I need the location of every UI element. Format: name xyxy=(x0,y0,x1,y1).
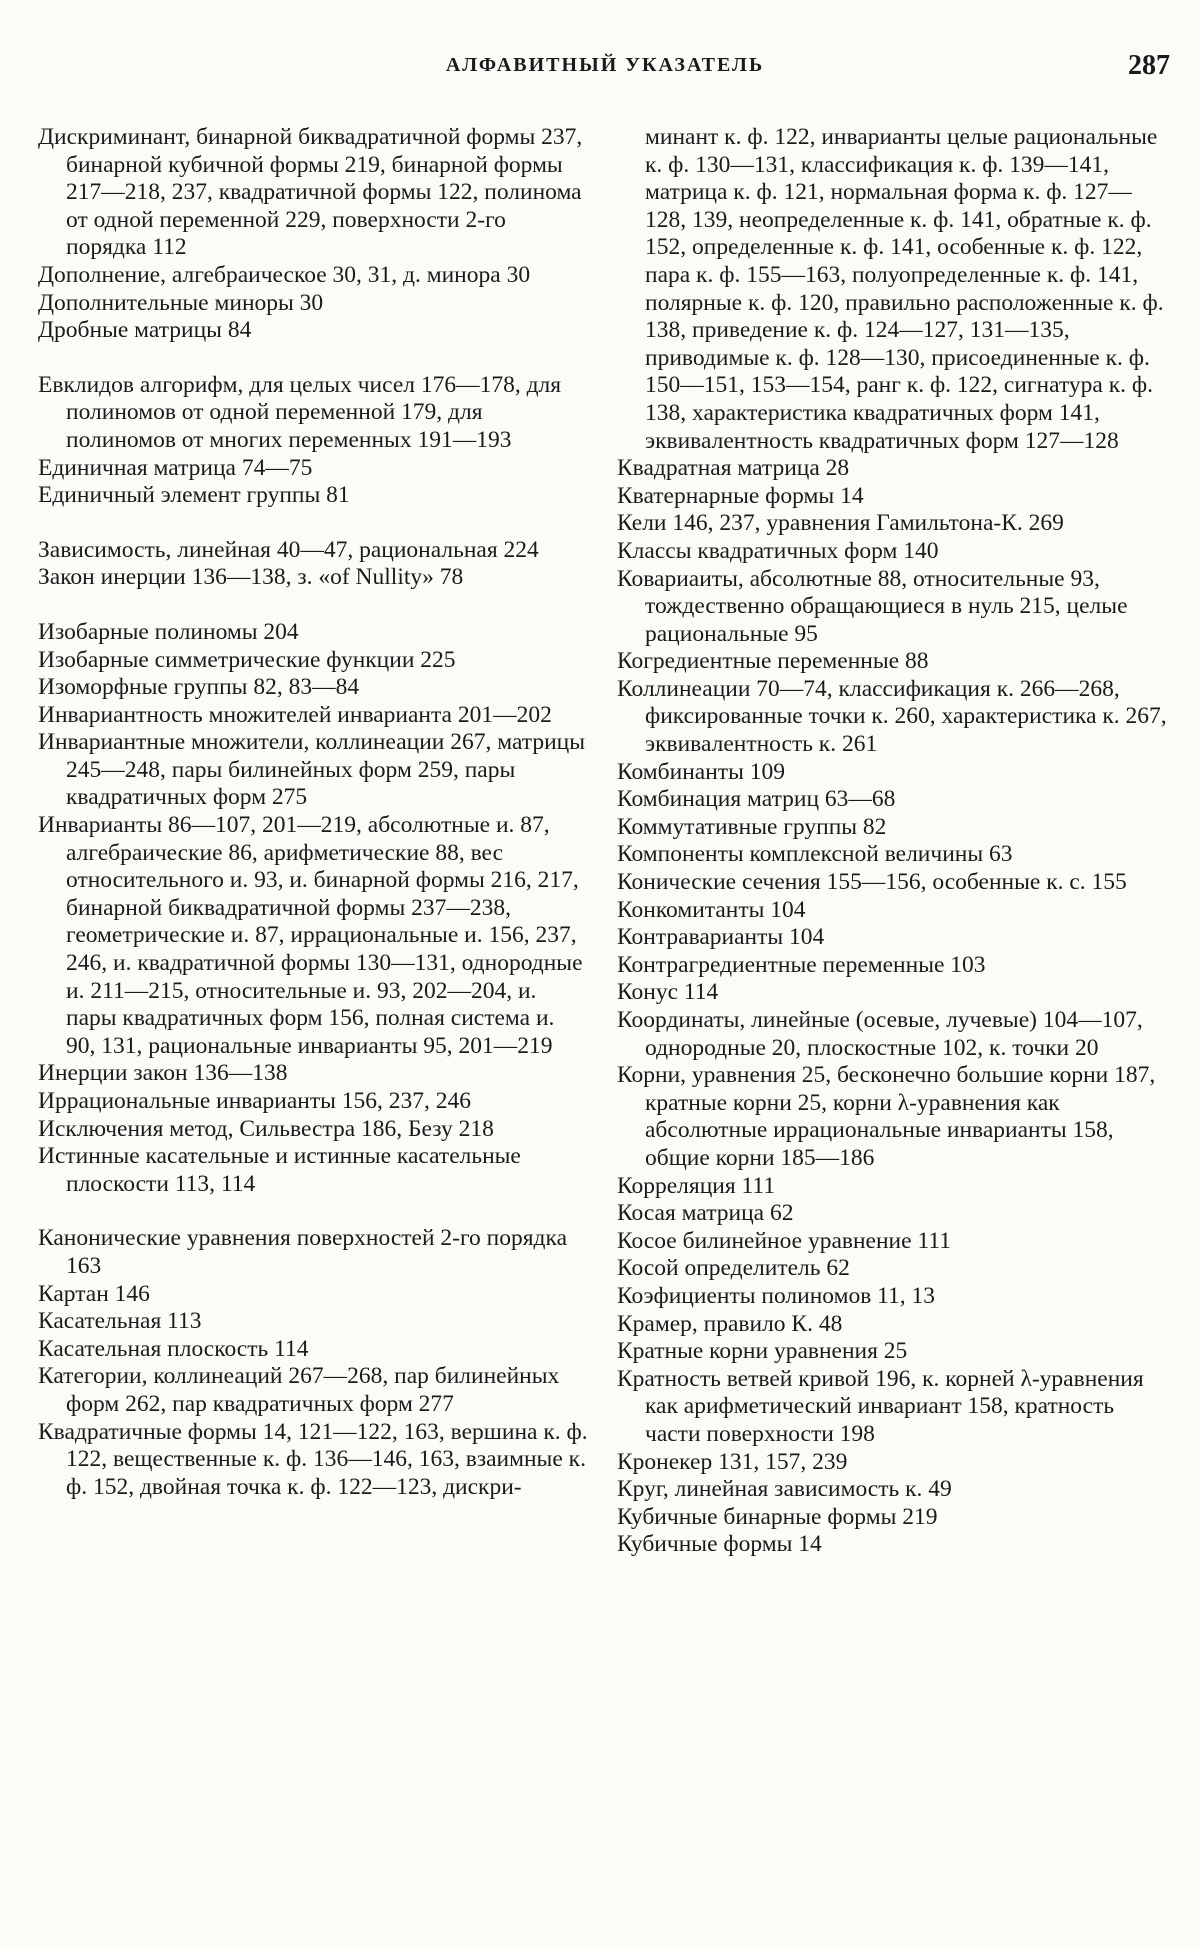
index-entry: Контраварианты 104 xyxy=(617,924,825,951)
index-entry: Изобарные симметрические функции 225 xyxy=(38,646,456,673)
index-entry: Крамер, правило К. 48 xyxy=(617,1310,843,1337)
index-entry: Исключения метод, Сильвестра 186, Безу 218 xyxy=(38,1115,494,1142)
index-entry: Коллинеации 70—74, классификация к. 266—268, фиксированные точки к. 260, характеристика к. 267, эквивалентность к. 261 xyxy=(617,675,1167,758)
index-entry: Классы квадратичных форм 140 xyxy=(617,537,939,564)
index-entry: Конические сечения 155—156, особенные к. с. 155 xyxy=(617,869,1127,896)
index-entry: Кубичные формы 14 xyxy=(617,1531,822,1558)
index-entry: Дробные матрицы 84 xyxy=(38,317,252,344)
index-entry: Контрагредиентные переменные 103 xyxy=(617,951,986,978)
index-entry: Квадратичные формы 14, 121—122, 163, вершина к. ф. 122, вещественные к. ф. 136—146, 163, взаимные к. ф. 152, двойная точка к. ф. 122—123, дискри- xyxy=(38,1418,588,1500)
index-entry: Комбинация матриц 63—68 xyxy=(617,786,896,813)
index-entry: Комбинанты 109 xyxy=(617,758,785,785)
index-entry: Корреляция 111 xyxy=(617,1172,776,1199)
index-entry: Инвариантные множители, коллинеации 267, матрицы 245—248, пары билинейных форм 259, пары квадратичных форм 275 xyxy=(38,729,586,811)
index-column-left xyxy=(38,124,588,1501)
index-entry: Канонические уравнения поверхностей 2-го порядка 163 xyxy=(38,1225,568,1279)
index-entry: Конкомитанты 104 xyxy=(617,896,806,923)
page-number: 287 xyxy=(1128,50,1170,81)
index-entry: Касательная 113 xyxy=(38,1308,202,1335)
index-entry: Инварианты 86—107, 201—219, абсолютные и. 87, алгебраические 86, арифметические 88, вес относительного и. 93, и. бинарной формы 216, 217, бинарной биквадратичной формы 237—238, геометрические и. 87, иррациональные и. 156, 237, 246, и. квадратичной формы 130—131, однородные и. 211—215, относительные и. 93, 202—204, и. пары квадратичных форм 156, полная система и. 90, 131, рациональные инварианты 95, 201—219 xyxy=(38,812,583,1059)
index-entry: Кратные корни уравнения 25 xyxy=(617,1338,908,1365)
index-entry: Ковариаиты, абсолютные 88, относительные 93, тождественно обращающиеся в нуль 215, целые рациональные 95 xyxy=(617,565,1128,647)
index-entry: Единичная матрица 74—75 xyxy=(38,454,313,481)
index-entry: Инерции закон 136—138 xyxy=(38,1060,288,1087)
index-entry: Косой определитель 62 xyxy=(617,1255,850,1282)
index-entry: Дополнение, алгебраическое 30, 31, д. минора 30 xyxy=(38,261,531,288)
index-entry: Иррациональные инварианты 156, 237, 246 xyxy=(38,1088,472,1114)
index-entry: Координаты, линейные (осевые, лучевые) 104—107, однородные 20, плоскостные 102, к. точки 20 xyxy=(617,1007,1143,1061)
header-title: АЛФАВИТНЫЙ УКАЗАТЕЛЬ xyxy=(445,54,765,76)
index-entry: Закон инерции 136—138, з. «of Nullity» 78 xyxy=(38,564,464,591)
index-entry: Круг, линейная зависимость к. 49 xyxy=(617,1476,952,1503)
index-entry: Дополнительные миноры 30 xyxy=(38,289,324,316)
index-entry: Зависимость, линейная 40—47, рациональная 224 xyxy=(38,536,539,563)
index-entry: Коммутативные группы 82 xyxy=(617,813,887,840)
index-entry: Кели 146, 237, уравнения Гамильтона-К. 269 xyxy=(617,510,1064,537)
index-entry: минант к. ф. 122, инварианты целые рациональные к. ф. 130—131, классификация к. ф. 139—141, матрица к. ф. 121, нормальная форма к. ф. 127—128, 139, неопределенные к. ф. 141, обратные к. ф. 152, определенные к. ф. 141, особенные к. ф. 122, пара к. ф. 155—163, полуопределенные к. ф. 141, полярные к. ф. 120, правильно расположенные к. ф. 138, приведение к. ф. 124—127, 131—135, приводимые к. ф. 128—130, присоединенные к. ф. 150—151, 153—154, ранг к. ф. 122, сигнатура к. ф. 138, характеристика квадратичных форм 141, эквивалентность квадратичных форм 127—128 xyxy=(645,124,1164,454)
index-entry: Компоненты комплексной величины 63 xyxy=(617,841,1013,868)
index-entry: Единичный элемент группы 81 xyxy=(38,482,350,509)
index-entry: Квадратная матрица 28 xyxy=(617,455,850,482)
index-entry: Коэфициенты полиномов 11, 13 xyxy=(617,1282,936,1309)
index-entry: Конус 114 xyxy=(617,979,719,1006)
index-entry: Кубичные бинарные формы 219 xyxy=(617,1503,938,1530)
index-entry: Евклидов алгорифм, для целых чисел 176—178, для полиномов от одной переменной 179, для полиномов от многих переменных 191—193 xyxy=(38,371,562,453)
index-entry: Кратность ветвей кривой 196, к. корней λ-уравнения как арифметический инвариант 158, кратность части поверхности 198 xyxy=(617,1365,1144,1447)
index-entry: Кронекер 131, 157, 239 xyxy=(617,1448,848,1475)
index-entry: Категории, коллинеаций 267—268, пар билинейных форм 262, пар квадратичных форм 277 xyxy=(38,1363,560,1417)
index-entry: Изоморфные группы 82, 83—84 xyxy=(38,674,360,701)
index-entry: Кватернарные формы 14 xyxy=(617,482,864,509)
index-entry: Картан 146 xyxy=(38,1280,150,1307)
index-entry: Истинные касательные и истинные касательные плоскости 113, 114 xyxy=(38,1143,521,1197)
index-entry: Корни, уравнения 25, бесконечно большие корни 187, кратные корни 25, корни λ-уравнения как абсолютные иррациональные инварианты 158, общие корни 185—186 xyxy=(617,1062,1156,1171)
index-entry: Когредиентные переменные 88 xyxy=(617,648,929,675)
index-entry: Косая матрица 62 xyxy=(617,1200,794,1227)
index-entry: Инвариантность множителей инварианта 201—202 xyxy=(38,701,552,728)
running-header xyxy=(40,50,1170,84)
index-column-right xyxy=(617,124,1167,1559)
index-entry: Дискриминант, бинарной биквадратичной формы 237, бинарной кубичной формы 219, бинарной формы 217—218, 237, квадратичной формы 122, полинома от одной переменной 229, поверхности 2-го порядка 112 xyxy=(38,124,583,261)
index-entry: Изобарные полиномы 204 xyxy=(38,618,299,645)
index-entry: Косое билинейное уравнение 111 xyxy=(617,1227,951,1254)
index-entry: Касательная плоскость 114 xyxy=(38,1335,309,1362)
